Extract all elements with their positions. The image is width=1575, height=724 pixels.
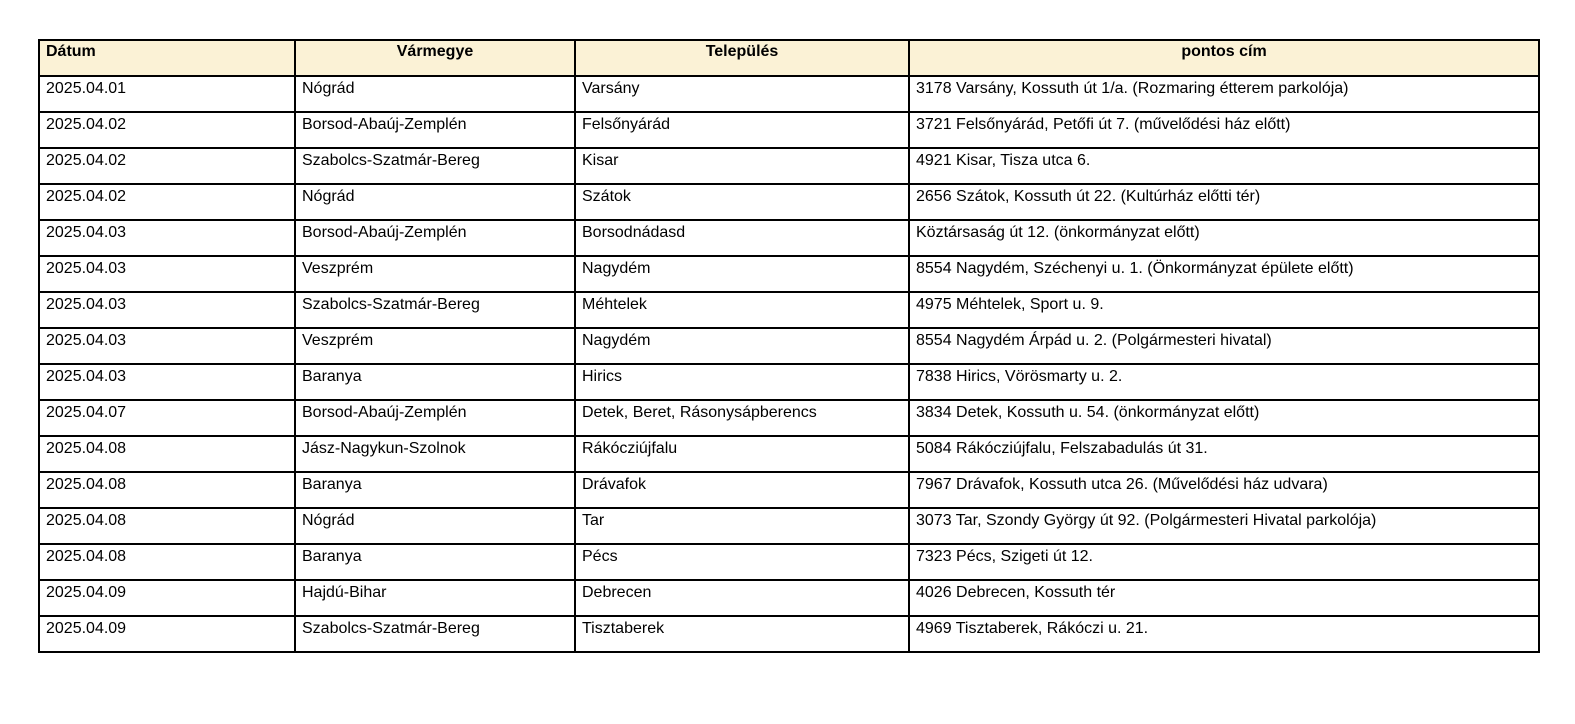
table-body [39, 76, 1539, 652]
cell-town: Drávafok [575, 472, 909, 508]
cell-town: Detek, Beret, Rásonysápberencs [575, 400, 909, 436]
cell-date: 2025.04.03 [39, 292, 295, 328]
cell-county: Jász-Nagykun-Szolnok [295, 436, 575, 472]
cell-town: Rákócziújfalu [575, 436, 909, 472]
cell-town: Borsodnádasd [575, 220, 909, 256]
cell-date: 2025.04.03 [39, 328, 295, 364]
cell-address: 7967 Drávafok, Kossuth utca 26. (Művelődési ház udvara) [909, 472, 1539, 508]
cell-county: Borsod-Abaúj-Zemplén [295, 112, 575, 148]
cell-county: Hajdú-Bihar [295, 580, 575, 616]
cell-county: Baranya [295, 364, 575, 400]
cell-town: Tar [575, 508, 909, 544]
cell-address: 3834 Detek, Kossuth u. 54. (önkormányzat előtt) [909, 400, 1539, 436]
cell-date: 2025.04.02 [39, 112, 295, 148]
table-row [39, 472, 1539, 508]
table-row [39, 616, 1539, 652]
cell-county: Szabolcs-Szatmár-Bereg [295, 292, 575, 328]
header-town: Település [575, 40, 909, 76]
table-row [39, 292, 1539, 328]
cell-county: Baranya [295, 544, 575, 580]
cell-date: 2025.04.09 [39, 580, 295, 616]
table-row [39, 364, 1539, 400]
cell-town: Pécs [575, 544, 909, 580]
table-row [39, 184, 1539, 220]
cell-town: Szátok [575, 184, 909, 220]
cell-county: Baranya [295, 472, 575, 508]
cell-date: 2025.04.08 [39, 508, 295, 544]
cell-address: 4026 Debrecen, Kossuth tér [909, 580, 1539, 616]
cell-address: 3073 Tar, Szondy György út 92. (Polgármesteri Hivatal parkolója) [909, 508, 1539, 544]
cell-county: Nógrád [295, 76, 575, 112]
cell-town: Debrecen [575, 580, 909, 616]
cell-date: 2025.04.07 [39, 400, 295, 436]
cell-address: 3178 Varsány, Kossuth út 1/a. (Rozmaring étterem parkolója) [909, 76, 1539, 112]
cell-town: Hirics [575, 364, 909, 400]
table-row [39, 220, 1539, 256]
schedule-table [38, 39, 1540, 653]
cell-date: 2025.04.08 [39, 472, 295, 508]
table-row [39, 508, 1539, 544]
cell-county: Borsod-Abaúj-Zemplén [295, 400, 575, 436]
cell-town: Tisztaberek [575, 616, 909, 652]
table-row [39, 400, 1539, 436]
cell-town: Varsány [575, 76, 909, 112]
cell-address: 2656 Szátok, Kossuth út 22. (Kultúrház előtti tér) [909, 184, 1539, 220]
cell-county: Veszprém [295, 256, 575, 292]
cell-address: Köztársaság út 12. (önkormányzat előtt) [909, 220, 1539, 256]
cell-county: Szabolcs-Szatmár-Bereg [295, 616, 575, 652]
cell-county: Nógrád [295, 184, 575, 220]
table-row [39, 436, 1539, 472]
cell-date: 2025.04.08 [39, 436, 295, 472]
table-row [39, 256, 1539, 292]
cell-address: 5084 Rákócziújfalu, Felszabadulás út 31. [909, 436, 1539, 472]
table-row [39, 148, 1539, 184]
cell-town: Nagydém [575, 328, 909, 364]
cell-address: 3721 Felsőnyárád, Petőfi út 7. (művelődési ház előtt) [909, 112, 1539, 148]
cell-town: Kisar [575, 148, 909, 184]
cell-county: Borsod-Abaúj-Zemplén [295, 220, 575, 256]
table-row [39, 76, 1539, 112]
cell-county: Szabolcs-Szatmár-Bereg [295, 148, 575, 184]
cell-address: 8554 Nagydém, Széchenyi u. 1. (Önkormányzat épülete előtt) [909, 256, 1539, 292]
cell-date: 2025.04.09 [39, 616, 295, 652]
header-date: Dátum [39, 40, 295, 76]
cell-date: 2025.04.02 [39, 184, 295, 220]
header-row [39, 40, 1539, 76]
cell-town: Felsőnyárád [575, 112, 909, 148]
table-header [39, 40, 1539, 76]
cell-date: 2025.04.01 [39, 76, 295, 112]
cell-county: Veszprém [295, 328, 575, 364]
cell-town: Nagydém [575, 256, 909, 292]
cell-town: Méhtelek [575, 292, 909, 328]
cell-county: Nógrád [295, 508, 575, 544]
cell-address: 7838 Hirics, Vörösmarty u. 2. [909, 364, 1539, 400]
table-row [39, 580, 1539, 616]
table-row [39, 328, 1539, 364]
schedule-sheet [38, 39, 1538, 653]
cell-date: 2025.04.02 [39, 148, 295, 184]
cell-date: 2025.04.03 [39, 256, 295, 292]
header-county: Vármegye [295, 40, 575, 76]
cell-date: 2025.04.03 [39, 220, 295, 256]
cell-date: 2025.04.08 [39, 544, 295, 580]
table-row [39, 112, 1539, 148]
cell-address: 8554 Nagydém Árpád u. 2. (Polgármesteri hivatal) [909, 328, 1539, 364]
header-address: pontos cím [909, 40, 1539, 76]
cell-address: 7323 Pécs, Szigeti út 12. [909, 544, 1539, 580]
cell-address: 4975 Méhtelek, Sport u. 9. [909, 292, 1539, 328]
table-row [39, 544, 1539, 580]
cell-address: 4921 Kisar, Tisza utca 6. [909, 148, 1539, 184]
cell-address: 4969 Tisztaberek, Rákóczi u. 21. [909, 616, 1539, 652]
cell-date: 2025.04.03 [39, 364, 295, 400]
